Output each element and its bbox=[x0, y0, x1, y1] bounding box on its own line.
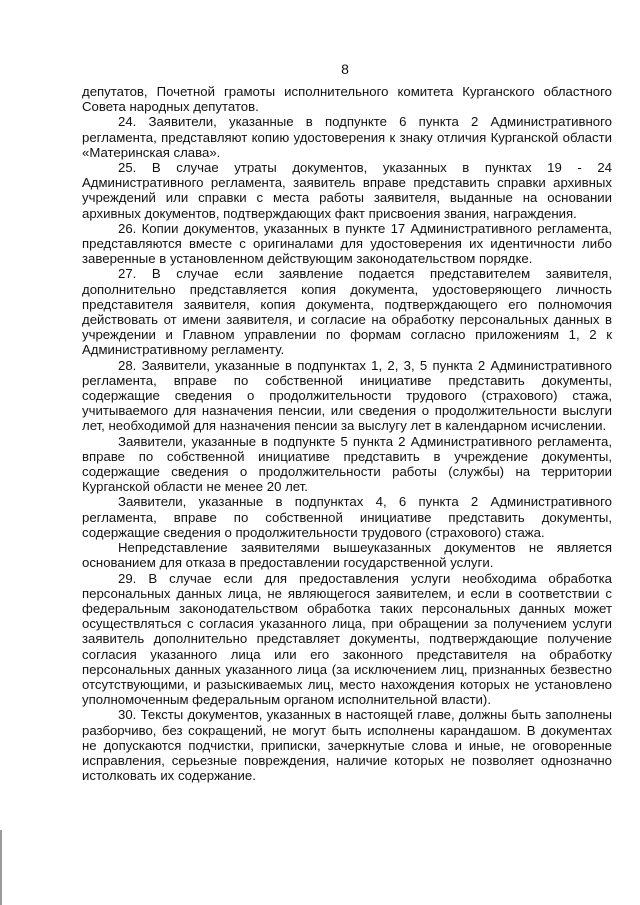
paragraph-item-24: 24. Заявители, указанные в подпункте 6 пункта 2 Административного регламента, представляют копию удостоверения к знаку отличия Курганской области «Материнская слава». bbox=[82, 114, 612, 160]
paragraph-item-30: 30. Тексты документов, указанных в настоящей главе, должны быть заполнены разборчиво, без сокращений, не могут быть исполнены карандашом. В документах не допускаются подчистки, приписки, зачеркнутые слова и иные, не оговоренные исправления, серьезные повреждения, наличие которых не позволяет однозначно истолковать их содержание. bbox=[82, 707, 612, 784]
paragraph-item-29: 29. В случае если для предоставления услуги необходима обработка персональных данных лица, не являющегося заявителем, и если в соответствии с федеральным законодательством обработка таких персональных данных может осуществляться с согласия указанного лица, при обращении за получением услуги заявитель дополнительно представляет документы, подтверждающие получение согласия указанного лица или его законного представителя на обработку персональных данных указанного лица (за исключением лиц, признанных безвестно отсутствующими, и разыскиваемых лиц, место нахождения которых не установлено уполномоченным федеральным органом исполнительной власти). bbox=[82, 570, 612, 708]
scan-edge-line bbox=[0, 830, 2, 905]
paragraph-item-28-part-3: Заявители, указанные в подпунктах 4, 6 пункта 2 Административного регламента, вправе по собственной инициативе представить документы, содержащие сведения о продолжительности трудового (страхового) стажа. bbox=[82, 494, 612, 540]
document-body bbox=[82, 84, 612, 783]
paragraph-item-26: 26. Копии документов, указанных в пункте 17 Административного регламента, представляются вместе с оригиналами для удостоверения их идентичности либо заверенные в установленном действующим законодательством порядке. bbox=[82, 220, 612, 267]
paragraph-item-28: 28. Заявители, указанные в подпунктах 1, 2, 3, 5 пункта 2 Административного регламента, вправе по собственной инициативе представить документы, содержащие сведения о продолжительности трудового (страхового) стажа, учитываемого для назначения пенсии, или сведения о продолжительности выслуги лет, необходимой для назначения пенсии за выслугу лет в календарном исчислении. bbox=[82, 357, 612, 434]
paragraph-continuation: депутатов, Почетной грамоты исполнительного комитета Курганского областного Совета народных депутатов. bbox=[82, 84, 612, 115]
page-number: 8 bbox=[341, 61, 349, 77]
paragraph-item-28-part-2: Заявители, указанные в подпункте 5 пункта 2 Административного регламента, вправе по собственной инициативе представить в учреждение документы, содержащие сведения о продолжительности работы (службы) на территории Курганской области не менее 20 лет. bbox=[82, 433, 612, 495]
paragraph-item-25: 25. В случае утраты документов, указанных в пунктах 19 - 24 Административного регламента, заявитель вправе представить справки архивных учреждений или справки с места работы заявителя, выданные на основании архивных документов, подтверждающих факт присвоения звания, награждения. bbox=[82, 160, 612, 221]
paragraph-item-28-part-4: Непредставление заявителями вышеуказанных документов не является основанием для отказа в предоставлении государственной услуги. bbox=[82, 540, 612, 571]
paragraph-item-27: 27. В случае если заявление подается представителем заявителя, дополнительно представляется копия документа, удостоверяющего личность представителя заявителя, копия документа, подтверждающего его полномочия действовать от имени заявителя, и согласие на обработку персональных данных в учреждении и Главном управлении по формам согласно приложениям 1, 2 к Административному регламенту. bbox=[82, 266, 612, 358]
